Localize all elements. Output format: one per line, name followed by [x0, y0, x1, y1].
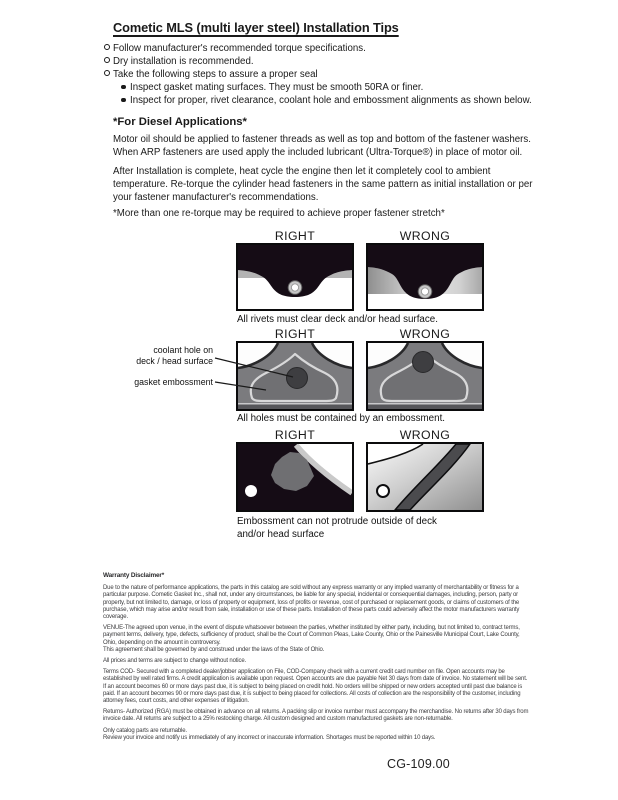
- disclaimer-paragraph: All prices and terms are subject to change without notice.: [103, 658, 247, 665]
- retorque-note: *More than one re-torque may be required to achieve proper fastener stretch*: [113, 208, 445, 219]
- list-item-text: Follow manufacturer's recommended torque specifications.: [113, 43, 366, 54]
- list-item-text: Inspect gasket mating surfaces. They must be smooth 50RA or finer.: [130, 82, 424, 93]
- disclaimer-paragraph: Terms COD- Secured with a completed dealer/jobber application on File, COD-Company check with a current credit card number on file. Open accounts may be established by well rated firms. A credit application is available upon request. Open accounts are due payable Net 30 days from date of invoice. No statement will be sent. If an account becomes 60 or more days past due, it is subject to being placed on credit hold. No orders will be shipped or new orders accepted until past due balance is paid. If an account becomes 90 or more days past due, it is subject to being placed for collections. All costs of collection are the responsibility of the customer, including attorney fees, court costs, and other expenses of litigation.: [103, 669, 528, 705]
- disclaimer-paragraph: VENUE-The agreed upon venue, in the event of dispute whatsoever between the parties, whether instituted by either party, including, but not limited to, contract terms, payment terms, delivery, type, defects, sufficiency of product, shall be the Court of Common Pleas, Lake County, Ohio or the Painesville Municipal Court, Lake County, Ohio, depending on the amount in controversy.: [103, 625, 520, 646]
- installation-tips-list: [104, 42, 544, 107]
- list-item: [121, 94, 544, 107]
- diagram3-wrong-label: WRONG: [399, 428, 451, 442]
- disclaimer-paragraph: Review your invoice and notify us immediately of any incorrect or inaccurate information. Shortages must be reported within 10 days.: [103, 734, 436, 741]
- diagram2-caption: All holes must be contained by an embossment.: [237, 413, 446, 424]
- dot-bullet-icon: [121, 93, 130, 106]
- protrusion-right-diagram: [236, 442, 354, 512]
- coolant-hole-label-line1: coolant hole on: [153, 345, 213, 355]
- diagram3-caption: [237, 516, 437, 541]
- gasket-embossment-label: gasket embossment: [134, 377, 213, 387]
- disclaimer-paragraph: This agreement shall be governed by and construed under the laws of the State of Ohio.: [103, 646, 325, 653]
- circle-bullet-icon: [104, 54, 113, 67]
- bolt-hole-icon: [245, 485, 257, 497]
- coolant-hole-icon: [287, 368, 308, 389]
- diagram2-wrong-label: WRONG: [399, 327, 451, 341]
- rivet-clearance-wrong-drawing: [368, 245, 482, 309]
- disclaimer-paragraph: Returns- Authorized (RGA) must be obtained in advance on all returns. A packing slip or invoice number must accompany the merchandise. No returns after 30 days from invoice date. All returns are subject to a 25% restocking charge. All custom designed and custom manufactured gaskets are non-returnable.: [103, 709, 529, 723]
- disclaimer-paragraph: Due to the nature of performance applications, the parts in this catalog are sold without any express warranty or any implied warranty of merchantability or fitness for a particular purpose. Cometic Gasket Inc., shall not, under any circumstances, be liable for any special, incidental or consequential damages, including, person, party or property, but not limited to, damage, or loss of property or equipment, loss of profits or revenue, cost of purchased or replacement goods, or claims of customers of the purchase, which may arise and/or result from sale, installation or use of these parts. Installation of these parts could adversely affect the motor manufacturers warranty coverage.: [103, 585, 520, 621]
- protrusion-wrong-diagram: [366, 442, 484, 512]
- rivet-clearance-right-drawing: [238, 245, 352, 309]
- list-item: [104, 42, 544, 55]
- list-item: [104, 55, 544, 68]
- disclaimer-heading: Warranty Disclaimer*: [103, 572, 165, 579]
- protrusion-wrong-drawing: [368, 444, 482, 510]
- diagram3-right-label: RIGHT: [274, 428, 316, 442]
- diesel-paragraph-2: After Installation is complete, heat cycle the engine then let it completely cool to ambient temperature. Re-torque the cylinder head fasteners in the same pattern as initial installation or per your fastener manufacturer's recommendations.: [113, 166, 533, 203]
- embossment-right-drawing: [238, 343, 352, 409]
- rivet-clearance-wrong-diagram: [366, 243, 484, 311]
- embossment-containment-right-diagram: [236, 341, 354, 411]
- bolt-hole-icon: [377, 485, 389, 497]
- disclaimer-paragraph: Only catalog parts are returnable.: [103, 727, 187, 734]
- rivet-clearance-right-diagram: [236, 243, 354, 311]
- diagram3-caption-line1: Embossment can not protrude outside of deck: [237, 516, 437, 527]
- page-title: Cometic MLS (multi layer steel) Installation Tips: [113, 20, 399, 35]
- circle-bullet-icon: [104, 41, 113, 54]
- coolant-hole-label: [83, 345, 213, 366]
- embossment-containment-wrong-diagram: [366, 341, 484, 411]
- page-code: CG-109.00: [387, 757, 450, 771]
- diagram1-right-label: RIGHT: [274, 229, 316, 243]
- list-item: [104, 68, 544, 81]
- dot-bullet-icon: [121, 80, 130, 93]
- list-item: [121, 81, 544, 94]
- diagram1-caption: All rivets must clear deck and/or head surface.: [237, 314, 438, 325]
- protrusion-right-drawing: [238, 444, 352, 510]
- coolant-hole-icon: [413, 352, 434, 373]
- diagram3-caption-line2: and/or head surface: [237, 528, 325, 540]
- circle-bullet-icon: [104, 67, 113, 80]
- warranty-disclaimer: [103, 572, 531, 746]
- diagram2-right-label: RIGHT: [274, 327, 316, 341]
- list-item-text: Inspect for proper, rivet clearance, coolant hole and embossment alignments as shown below.: [130, 95, 532, 106]
- diesel-applications-heading: *For Diesel Applications*: [113, 116, 247, 128]
- list-item-text: Take the following steps to assure a proper seal: [113, 69, 318, 80]
- embossment-wrong-drawing: [368, 343, 482, 409]
- coolant-hole-label-line2: deck / head surface: [136, 355, 213, 366]
- diagram1-wrong-label: WRONG: [399, 229, 451, 243]
- diesel-paragraph-1: Motor oil should be applied to fastener threads as well as top and bottom of the fastener washers. When ARP fasteners are used apply the included lubricant (Ultra-Torque®) in place of motor oil.: [113, 134, 531, 158]
- list-item-text: Dry installation is recommended.: [113, 56, 254, 67]
